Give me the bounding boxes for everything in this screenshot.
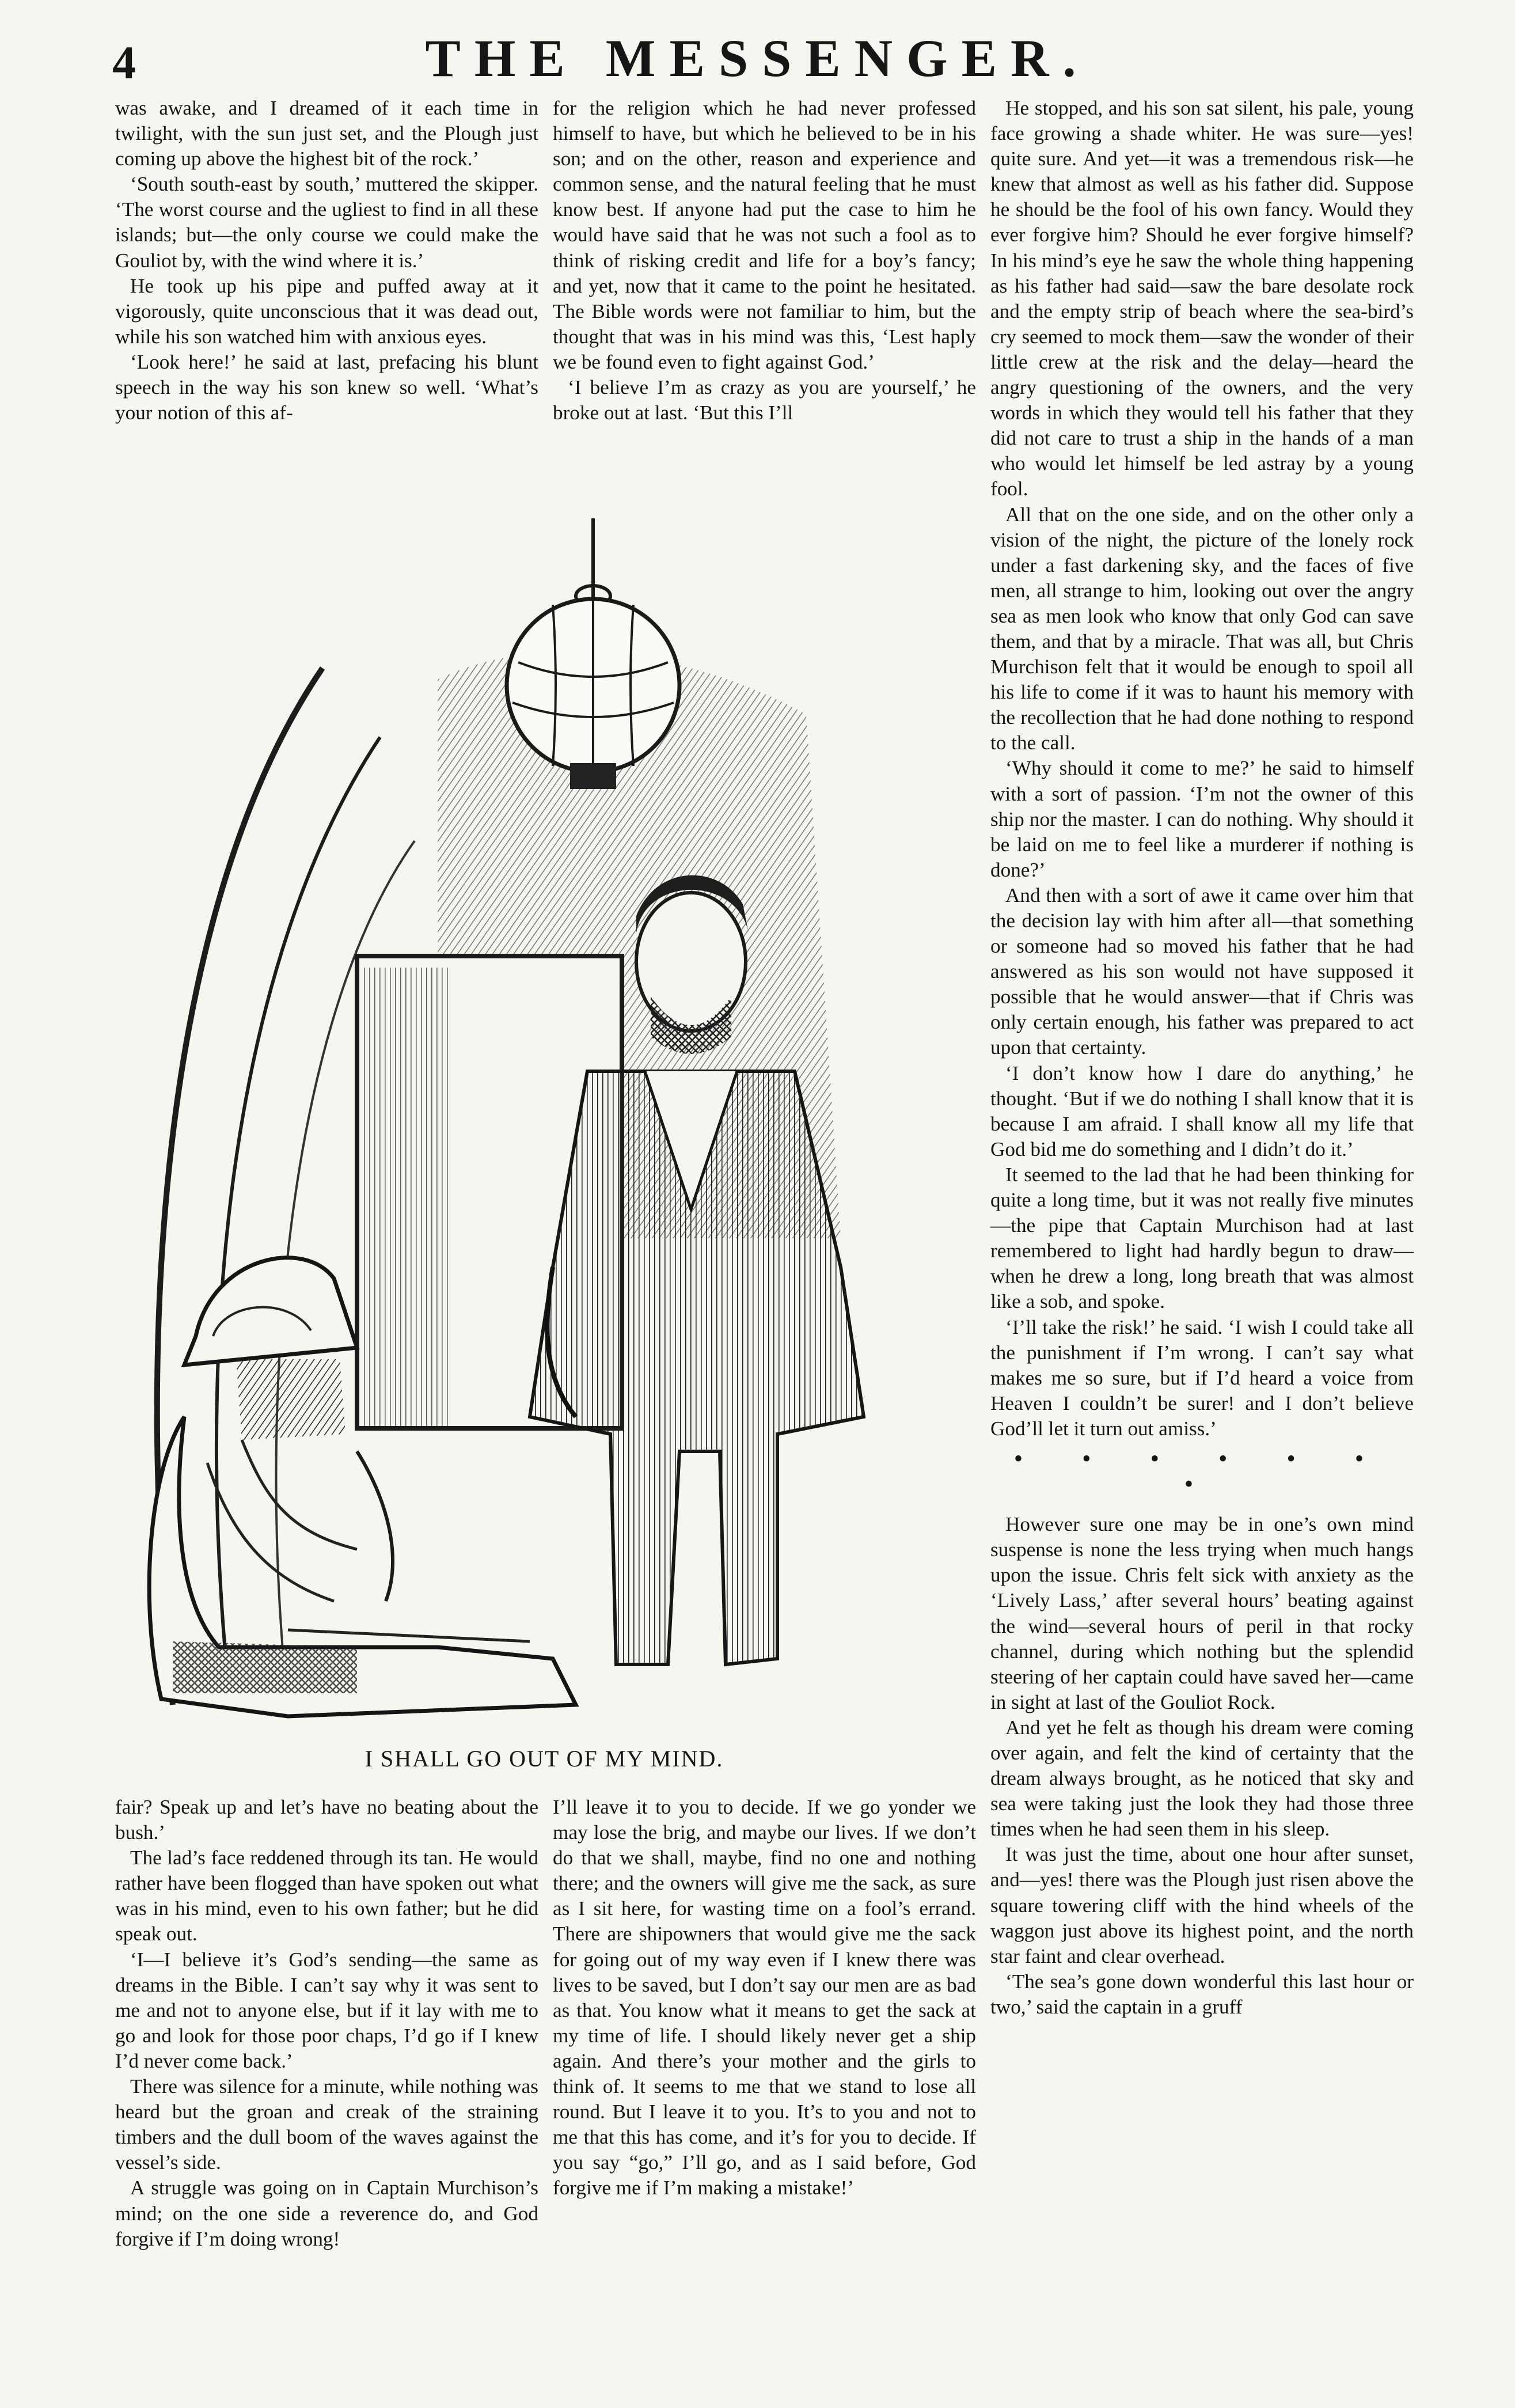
paragraph: ‘Look here!’ he said at last, prefacing his blunt speech in the way his son knew so well. ‘What’s your notion of this af- xyxy=(115,350,538,424)
page-number: 4 xyxy=(112,36,136,89)
paragraph: fair? Speak up and let’s have no beating about the bush.’ xyxy=(115,1796,538,1844)
paragraph: There was silence for a minute, while nothing was heard but the groan and creak of the straining timbers and the dull boom of the waves against the vessel’s side. xyxy=(115,2075,538,2174)
paragraph: for the religion which he had never professed himself to have, but which he believed to be in his son; and on the other, reason and experience and common sense, and the natural feeling that he must know best. If anyone had put the case to him he would have said that he was not such a fool as to think of risking credit and life for a boy’s fancy; and yet, now that it came to the point he hesitated. The Bible words were not familiar to him, but the thought that was in his mind was this, ‘Lest haply we be found even to fight against God.’ xyxy=(553,97,976,373)
paragraph: The lad’s face reddened through its tan. He would rather have been flogged than have spoken out what was in his mind, even to his own father; but he did speak out. xyxy=(115,1846,538,1946)
paragraph: ‘I believe I’m as crazy as you are yourself,’ he broke out at last. ‘But this I’ll xyxy=(553,376,976,424)
paragraph: He stopped, and his son sat silent, his pale, young face growing a shade whiter. He was sure—yes! quite sure. And yet—it was a tremendous risk—he knew that almost as well as his father did. Suppose he should be the fool of his own fancy. Would they ever forgive him? Should he ever forgive himself? In his mind’s eye he saw the whole thing happening as his father had said—saw the bare desolate rock and the empty strip of beach where the sea-bird’s cry seemed to mock them—saw the wonder of their little crew at the risk and the delay—heard the angry questioning of the owners, and the very words in which they would tell his father that they did not care to trust a ship in the hands of a man who would let himself be led astray by a young fool. xyxy=(990,97,1414,500)
paragraph: was awake, and I dreamed of it each time in twilight, with the sun just set, and the Plough just coming up above the highest bit of the rock.’ xyxy=(115,97,538,170)
paragraph: All that on the one side, and on the other only a vision of the night, the picture of the lonely rock under a fast darkening sky, and the faces of five men, all strange to him, looking out over the angry sea as men look who know that only God can save them, and that by a miracle. That was all, but Chris Murchison felt that it would be enough to spoil all his life to come if it was to haunt his memory with the recollection that he had done nothing to respond to the call. xyxy=(990,503,1414,754)
paragraph: And then with a sort of awe it came over him that the decision lay with him after all—that something or someone had so moved his father that he had answered as his son would not have supposed it possible that he would answer—that if Chris was only certain enough, his father was prepared to act upon that certainty. xyxy=(990,883,1414,1059)
engraving-illustration xyxy=(115,518,979,1734)
paragraph: I’ll leave it to you to decide. If we go yonder we may lose the brig, and maybe our lives. If we don’t do that we shall, maybe, find no one and nothing there; and the owners will give me the sack, as sure as I sit here, for wasting time on a fool’s errand. There are shipowners that would give me the sack for going out of my way even if I knew there was lives to be saved, but I don’t say our men are as bad as that. You know what it means to get the sack at my time of life. I should likely never get a ship again. And there’s your mother and the girls to think of. It seems to me that we stand to lose all round. But I leave it to you. It’s to you and not to me that this has come, and it’s for you to decide. If you say “go,” I’ll go, and as I said before, God forgive me if I’m making a mistake!’ xyxy=(553,1796,976,2200)
paragraph: It seemed to the lad that he had been thinking for quite a long time, but it was not really five minutes—the pipe that Captain Murchison had at last remembered to light had hardly begun to draw—when he drew a long, long breath that was almost like a sob, and spoke. xyxy=(990,1163,1414,1313)
illustration-caption: I SHALL GO OUT OF MY MIND. xyxy=(364,1746,724,1772)
column-2-upper xyxy=(553,96,976,426)
paragraph: ‘I don’t know how I dare do anything,’ he thought. ‘But if we do nothing I shall know that it is because I am afraid. I shall know all my life that God bid me do something and I didn’t do it.’ xyxy=(990,1061,1414,1161)
paragraph: He took up his pipe and puffed away at it vigorously, quite unconscious that it was dead out, while his son watched him with anxious eyes. xyxy=(115,274,538,348)
paragraph: ‘I’ll take the risk!’ he said. ‘I wish I could take all the punishment if I’m wrong. I can’t say what makes me so sure, but if I’d heard a voice from Heaven I couldn’t be surer! and I don’t believe God’ll let it turn out amiss.’ xyxy=(990,1315,1414,1440)
paragraph: ‘South south-east by south,’ muttered the skipper. ‘The worst course and the ugliest to find in all these islands; but—the only course we could make the Gouliot by, with the wind where it is.’ xyxy=(115,173,538,272)
paragraph: And yet he felt as though his dream were coming over again, and felt the kind of certainty that the dream always brought, as he noticed that sky and sea were taking just the look they had those three times when he had seen them in his sleep. xyxy=(990,1716,1414,1841)
masthead: THE MESSENGER. xyxy=(425,29,1090,88)
paragraph: ‘The sea’s gone down wonderful this last hour or two,’ said the captain in a gruff xyxy=(990,1970,1414,2018)
column-1-upper xyxy=(115,96,538,426)
paragraph: However sure one may be in one’s own mind suspense is none the less trying when much hangs upon the issue. Chris felt sick with anxiety as the ‘Lively Lass,’ after several hours’ beating against the wind—several hours of peril in that rocky channel, during which nothing but the splendid steering of her captain could have saved her—came in sight at last of the Gouliot Rock. xyxy=(990,1513,1414,1713)
column-3 xyxy=(990,96,1414,2020)
paragraph: It was just the time, about one hour after sunset, and—yes! there was the Plough just risen above the square towering cliff with the hind wheels of the waggon just above its highest point, and the north star faint and clear overhead. xyxy=(990,1843,1414,1967)
section-separator: • • • • • • • xyxy=(1013,1444,1391,1499)
paragraph: A struggle was going on in Captain Murchison’s mind; on the one side a reverence do, and God forgive if I’m doing wrong! xyxy=(115,2176,538,2250)
paragraph: ‘I—I believe it’s God’s sending—the same as dreams in the Bible. I can’t say why it was sent to me and not to anyone else, but if it lay with me to go and look for those poor chaps, I’d go if I knew I’d never come back.’ xyxy=(115,1948,538,2072)
paragraph: ‘Why should it come to me?’ he said to himself with a sort of passion. ‘I’m not the owner of this ship nor the master. I can do nothing. Why should it be laid on me to feel like a murderer if nothing is done?’ xyxy=(990,757,1414,881)
column-1-lower xyxy=(115,1795,538,2252)
column-2-lower xyxy=(553,1795,976,2201)
